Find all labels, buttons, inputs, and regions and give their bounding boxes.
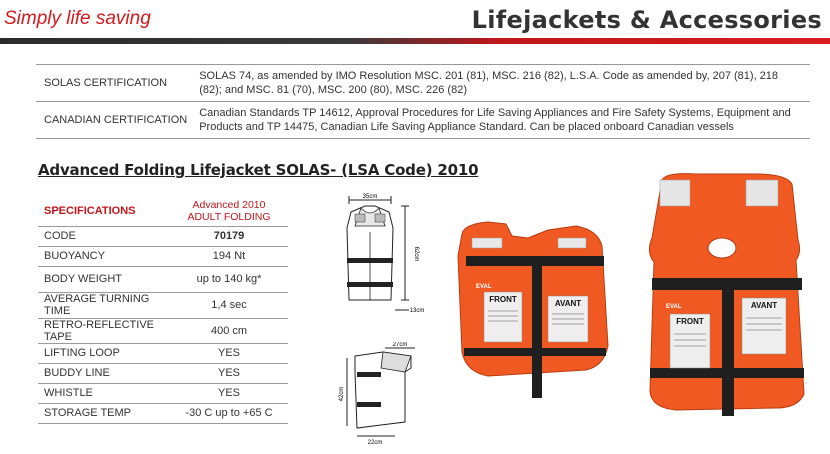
spec-value: YES [170,363,288,383]
table-row [38,383,288,403]
cert-value: Canadian Standards TP 14612, Approval Procedures for Life Saving Appliances and Fire Safety Systems, Equipment and Products and TP 14475, Canadian Life Saving Appliance Standard. Can be placed onboard Canadian vessels [199,107,791,133]
spec-table [38,196,288,424]
table-row [38,318,288,343]
depth-label: 13cm [409,308,425,314]
table-row [38,292,288,318]
model-line1: Advanced 2010 [192,198,266,211]
unfolded-lifejacket-photo [636,168,816,418]
avant-label: AVANT [554,299,582,308]
spec-label: BODY WEIGHT [38,266,170,292]
tagline: Simply life saving [4,8,151,29]
folded-top-label: 27cm [392,342,408,348]
front-label: FRONT [489,295,517,304]
spec-header: SPECIFICATIONS [38,196,170,226]
model-line2: ADULT FOLDING [187,210,271,223]
table-row [38,226,288,246]
spec-label: STORAGE TEMP [38,403,170,423]
spec-label: LIFTING LOOP [38,343,170,363]
folded-dimension-diagram [335,342,425,447]
front-label: FRONT [676,317,704,326]
brand-label: EVAL [666,304,682,310]
spec-value: 70179 [170,226,288,246]
folded-height-label: 42cm [339,386,345,402]
avant-label: AVANT [750,301,778,310]
spec-value: 400 cm [170,318,288,343]
spec-label: WHISTLE [38,383,170,403]
product-title: Advanced Folding Lifejacket SOLAS- (LSA Code) 2010 [38,161,479,179]
width-label: 35cm [362,194,378,200]
spec-header-row [38,196,288,226]
spec-value: 194 Nt [170,246,288,266]
table-row [38,246,288,266]
spec-value: -30 C up to +65 C [170,403,288,423]
page-title: Lifejackets & Accessories [471,6,822,34]
table-row [36,102,810,139]
folded-bottom-label: 22cm [367,440,383,446]
model-header [170,196,288,226]
header-bar [0,38,830,44]
spec-label: RETRO-REFLECTIVE TAPE [38,318,170,343]
certification-table [36,64,810,139]
table-row [36,65,810,102]
cert-label: SOLAS CERTIFICATION [44,77,168,89]
spec-label: CODE [38,226,170,246]
table-row [38,343,288,363]
page-header [0,0,830,40]
spec-value: YES [170,343,288,363]
table-row [38,266,288,292]
spec-label: BUOYANCY [38,246,170,266]
table-row [38,403,288,423]
spec-value: 1,4 sec [170,292,288,318]
table-row [38,363,288,383]
spec-value: up to 140 kg* [170,266,288,292]
cert-label: CANADIAN CERTIFICATION [44,114,188,126]
height-label: 62cm [413,246,419,262]
spec-label: BUDDY LINE [38,363,170,383]
folded-lifejacket-photo [448,216,620,402]
spec-label: AVERAGE TURNING TIME [38,292,170,318]
spec-value: YES [170,383,288,403]
brand-label: EVAL [476,284,492,290]
cert-value: SOLAS 74, as amended by IMO Resolution MSC. 201 (81), MSC. 216 (82), L.S.A. Code as amended by, 207 (81), 218 (82); and MSC. 81 (70), MSC. 200 (80), MSC. 226 (82) [199,70,779,96]
unfolded-dimension-diagram [335,192,425,327]
